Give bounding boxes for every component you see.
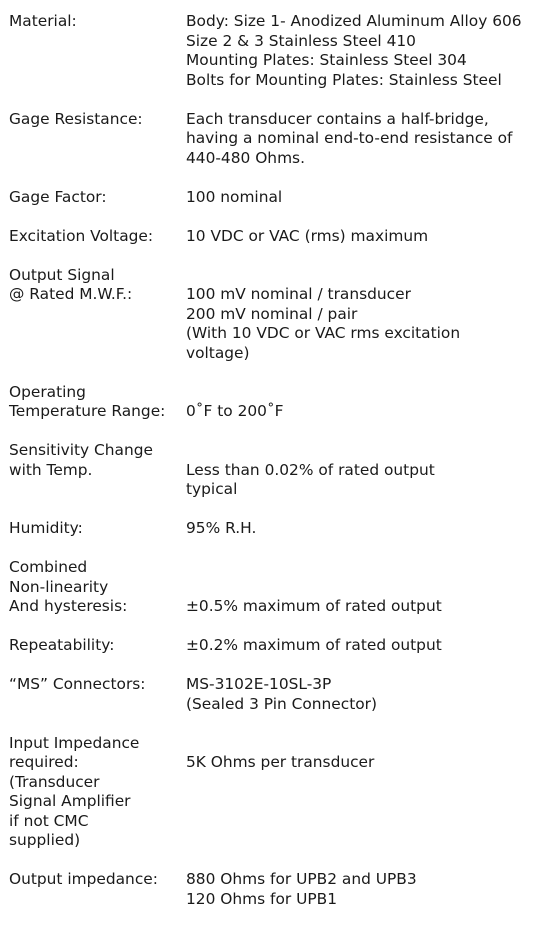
spec-label-line: Repeatability: [9, 636, 115, 654]
spec-row [9, 227, 539, 247]
spec-label-line: Humidity: [9, 519, 83, 537]
spec-label [9, 558, 186, 617]
spec-value-line: 100 nominal [186, 187, 283, 206]
spec-row [9, 636, 539, 656]
spec-value [186, 870, 539, 909]
spec-value-line [186, 441, 539, 461]
spec-row [9, 870, 539, 909]
spec-row [9, 266, 539, 364]
spec-label-line: Output Signal [9, 265, 115, 284]
spec-value-line: Mounting Plates: Stainless Steel 304 [186, 51, 467, 69]
spec-label-line: And hysteresis: [9, 597, 128, 615]
spec-label-line: Excitation Voltage: [9, 226, 154, 245]
spec-value [186, 734, 539, 773]
spec-label-line: with Temp. [9, 460, 93, 479]
spec-value-line: Body: Size 1- Anodized Aluminum Alloy 606 [186, 12, 522, 30]
spec-value-line: Bolts for Mounting Plates: Stainless Steel [186, 70, 502, 89]
spec-label [9, 383, 186, 422]
spec-value-line: 120 Ohms for UPB1 [186, 889, 337, 908]
spec-value-line: typical [186, 480, 238, 498]
spec-row [9, 383, 539, 422]
spec-label [9, 734, 186, 851]
spec-value-line: 440-480 Ohms. [186, 148, 305, 167]
spec-label-line: required: [9, 753, 79, 771]
spec-value-line [186, 734, 539, 754]
spec-label [9, 188, 186, 208]
spec-value [186, 12, 539, 90]
spec-value [186, 383, 539, 422]
spec-label-line: Signal Amplifier [9, 792, 131, 810]
spec-value-line: 880 Ohms for UPB2 and UPB3 [186, 870, 417, 888]
spec-label-line: Material: [9, 12, 77, 30]
spec-row [9, 110, 539, 169]
spec-value [186, 519, 539, 539]
spec-row [9, 519, 539, 539]
spec-value [186, 227, 539, 247]
spec-label-line: Non-linearity [9, 577, 109, 596]
spec-row [9, 188, 539, 208]
spec-value-line [186, 266, 539, 286]
spec-row [9, 558, 539, 617]
spec-value-line: MS-3102E-10SL-3P [186, 675, 332, 693]
spec-value-line: Less than 0.02% of rated output [186, 460, 435, 479]
spec-label-line: “MS” Connectors: [9, 675, 146, 693]
spec-row [9, 675, 539, 714]
spec-label-line: Gage Factor: [9, 187, 107, 206]
spec-value-line: Each transducer contains a half-bridge, [186, 109, 489, 128]
spec-value-line: 5K Ohms per transducer [186, 753, 375, 771]
spec-value-line: 0˚F to 200˚F [186, 402, 284, 420]
spec-label [9, 519, 186, 539]
spec-value [186, 675, 539, 714]
spec-label-line: Combined [9, 558, 88, 576]
spec-value [186, 110, 539, 169]
spec-value-line: ±0.2% maximum of rated output [186, 636, 442, 654]
spec-label [9, 636, 186, 656]
spec-value-line [186, 383, 539, 403]
spec-label-line: supplied) [9, 831, 81, 849]
spec-row [9, 12, 539, 90]
spec-label [9, 12, 186, 32]
spec-label [9, 675, 186, 695]
spec-value [186, 558, 539, 617]
spec-value-line: 95% R.H. [186, 519, 257, 537]
spec-value-line: ±0.5% maximum of rated output [186, 597, 442, 615]
spec-label-line: Gage Resistance: [9, 109, 143, 128]
spec-value-line [186, 578, 539, 598]
spec-value-line: voltage) [186, 343, 250, 362]
spec-label [9, 266, 186, 305]
spec-label-line: Output impedance: [9, 870, 158, 888]
spec-label [9, 441, 186, 480]
spec-row [9, 441, 539, 500]
spec-label-line: if not CMC [9, 811, 89, 830]
spec-label-line: Sensitivity Change [9, 441, 153, 459]
spec-value-line: (With 10 VDC or VAC rms excitation [186, 324, 461, 342]
spec-value [186, 266, 539, 364]
spec-label-line: @ Rated M.W.F.: [9, 285, 133, 303]
spec-value-line: 100 mV nominal / transducer [186, 285, 411, 303]
spec-label-line: Operating [9, 382, 86, 401]
spec-value-line [186, 558, 539, 578]
spec-value [186, 636, 539, 656]
spec-value-line: having a nominal end-to-end resistance of [186, 129, 513, 147]
spec-value-line: (Sealed 3 Pin Connector) [186, 694, 378, 713]
spec-label-line: Input Impedance [9, 733, 140, 752]
spec-label-line: (Transducer [9, 772, 100, 791]
spec-label [9, 227, 186, 247]
spec-label [9, 870, 186, 890]
spec-row [9, 734, 539, 851]
spec-value-line: Size 2 & 3 Stainless Steel 410 [186, 31, 416, 50]
spec-value-line: 200 mV nominal / pair [186, 304, 358, 323]
spec-table [9, 12, 539, 909]
spec-label-line: Temperature Range: [9, 402, 166, 420]
spec-value-line: 10 VDC or VAC (rms) maximum [186, 226, 429, 245]
spec-label [9, 110, 186, 130]
spec-value [186, 188, 539, 208]
spec-value [186, 441, 539, 500]
